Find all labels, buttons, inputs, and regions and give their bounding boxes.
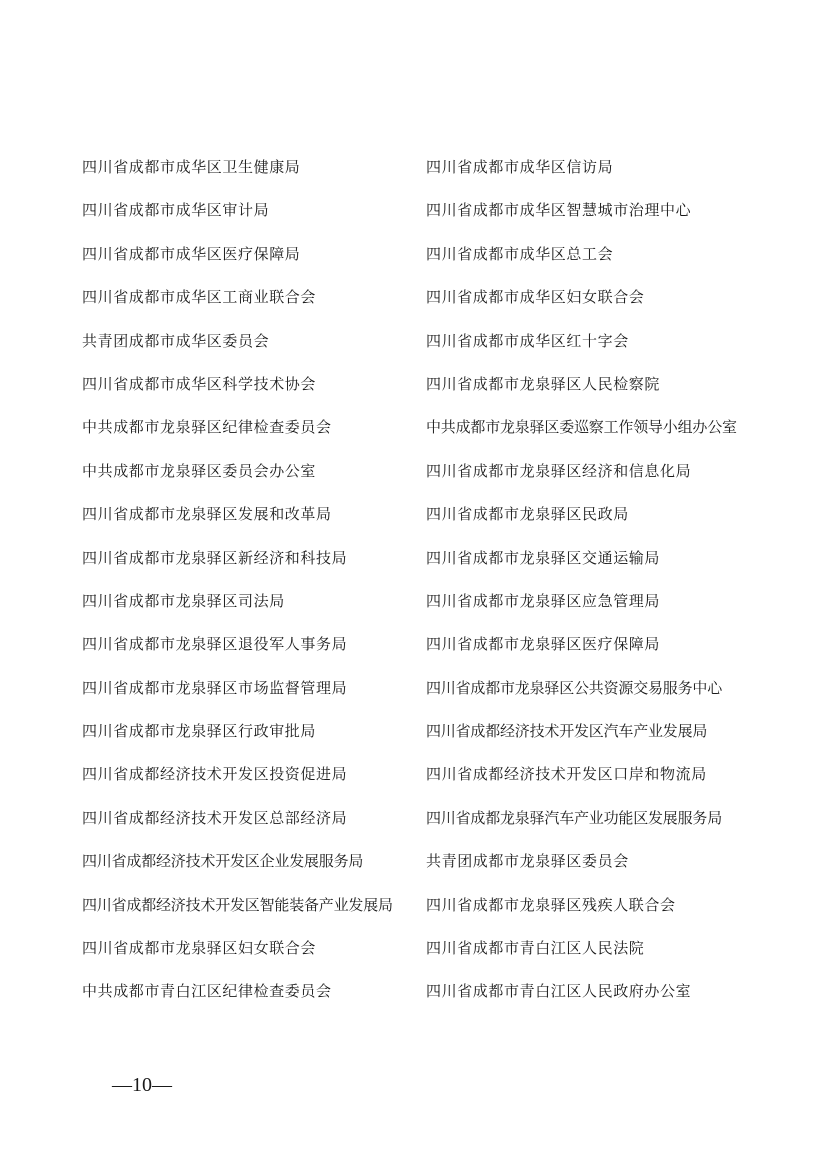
list-item: 中共成都市龙泉驿区委巡察工作领导小组办公室 <box>426 418 737 437</box>
list-item: 四川省成都经济技术开发区总部经济局 <box>82 808 348 827</box>
list-item: 四川省成都市成华区信访局 <box>426 158 614 176</box>
list-item: 四川省成都市成华区智慧城市治理中心 <box>426 201 692 220</box>
list-item: 四川省成都市成华区妇女联合会 <box>426 288 645 307</box>
list-item: 四川省成都市龙泉驿区市场监督管理局 <box>82 678 348 697</box>
list-item: 四川省成都市成华区医疗保障局 <box>82 244 301 263</box>
list-item: 四川省成都经济技术开发区汽车产业发展局 <box>426 722 708 741</box>
list-item: 四川省成都市龙泉驿区经济和信息化局 <box>426 461 692 480</box>
list-item: 四川省成都市青白江区人民法院 <box>426 939 645 958</box>
list-item: 四川省成都市龙泉驿区人民检察院 <box>426 374 661 393</box>
list-item: 四川省成都经济技术开发区企业发展服务局 <box>82 852 364 871</box>
list-item: 四川省成都市龙泉驿区行政审批局 <box>82 722 317 741</box>
list-item: 四川省成都龙泉驿汽车产业功能区发展服务局 <box>426 808 723 827</box>
list-item: 共青团成都市成华区委员会 <box>82 331 270 350</box>
list-item: 四川省成都市成华区审计局 <box>82 201 270 220</box>
page-number: —10— <box>112 1074 172 1096</box>
list-item: 四川省成都市成华区科学技术协会 <box>82 374 317 393</box>
list-item: 四川省成都市龙泉驿区发展和改革局 <box>82 505 332 524</box>
list-item: 四川省成都市成华区红十字会 <box>426 331 629 350</box>
list-item: 四川省成都市龙泉驿区司法局 <box>82 591 285 610</box>
list-item: 四川省成都市龙泉驿区民政局 <box>426 505 629 524</box>
list-item: 四川省成都市龙泉驿区医疗保障局 <box>426 635 661 654</box>
list-item: 四川省成都市成华区总工会 <box>426 244 614 263</box>
list-item: 四川省成都经济技术开发区智能装备产业发展局 <box>82 895 393 914</box>
list-item: 中共成都市青白江区纪律检查委员会 <box>82 982 332 1001</box>
list-item: 四川省成都市成华区工商业联合会 <box>82 288 317 307</box>
list-item: 四川省成都市青白江区人民政府办公室 <box>426 982 692 1001</box>
list-item: 四川省成都市龙泉驿区公共资源交易服务中心 <box>426 678 723 697</box>
organization-list <box>82 153 762 1021</box>
list-item: 中共成都市龙泉驿区委员会办公室 <box>82 461 317 480</box>
list-item: 四川省成都经济技术开发区口岸和物流局 <box>426 765 707 784</box>
list-item: 四川省成都市龙泉驿区残疾人联合会 <box>426 895 676 914</box>
list-item: 四川省成都市龙泉驿区妇女联合会 <box>82 939 317 958</box>
list-item: 四川省成都经济技术开发区投资促进局 <box>82 765 348 784</box>
list-item: 四川省成都市龙泉驿区新经济和科技局 <box>82 548 348 567</box>
list-item: 四川省成都市龙泉驿区应急管理局 <box>426 591 661 610</box>
list-item: 中共成都市龙泉驿区纪律检查委员会 <box>82 418 332 437</box>
list-item: 四川省成都市龙泉驿区退役军人事务局 <box>82 635 348 654</box>
list-item: 四川省成都市龙泉驿区交通运输局 <box>426 548 661 567</box>
list-item: 四川省成都市成华区卫生健康局 <box>82 158 301 176</box>
list-item: 共青团成都市龙泉驿区委员会 <box>426 852 629 871</box>
